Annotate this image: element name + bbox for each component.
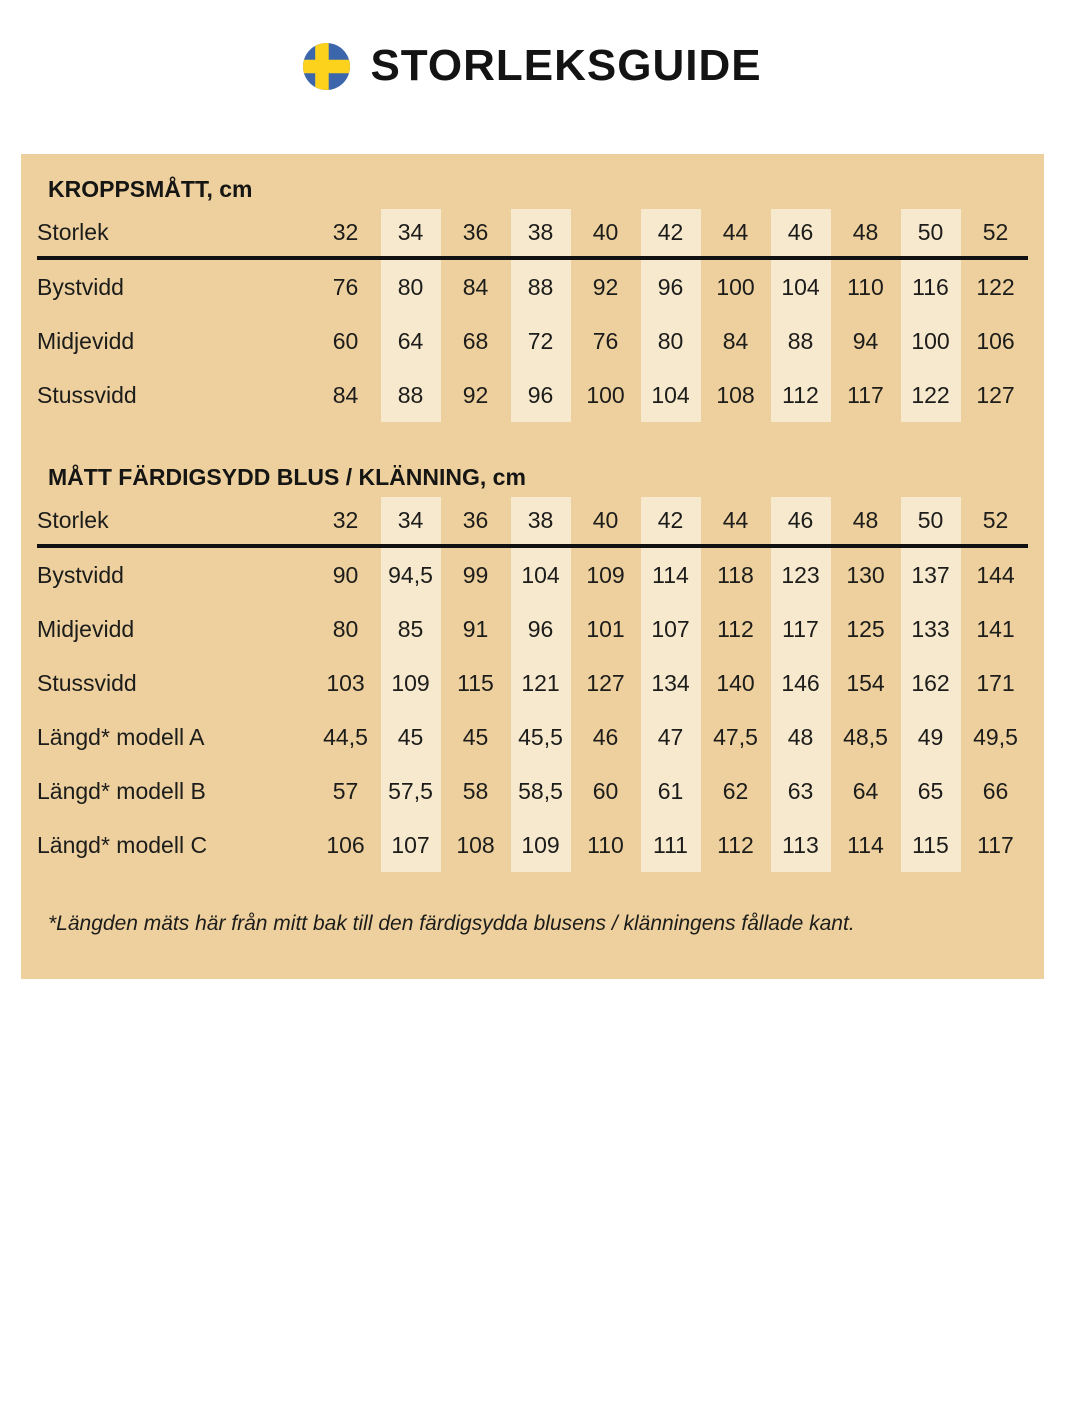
value-cell: 84 <box>722 327 749 354</box>
row-label: Stussvidd <box>37 381 137 408</box>
row-label: Längd* modell B <box>37 777 206 804</box>
value-cell: 100 <box>898 314 963 368</box>
value-cell: 146 <box>768 656 833 710</box>
value-cell: 154 <box>846 669 885 696</box>
value-cell: 91 <box>462 615 489 642</box>
value-cell: 80 <box>332 615 359 642</box>
size-header-cell: 38 <box>508 209 573 258</box>
size-header-label: Storlek <box>37 497 313 546</box>
value-cell: 144 <box>976 561 1015 588</box>
value-cell: 110 <box>847 273 884 300</box>
value-cell: 107 <box>638 602 703 656</box>
value-cell: 112 <box>717 831 754 858</box>
footnote: *Längden mäts här från mitt bak till den färdigsydda blusens / klänningens fållade kant. <box>48 912 855 936</box>
value-cell: 45 <box>378 710 443 764</box>
value-cell: 84 <box>332 381 359 408</box>
value-cell: 114 <box>638 546 703 602</box>
value-cell: 116 <box>898 258 963 314</box>
value-cell: 45,5 <box>508 710 573 764</box>
value-cell: 104 <box>508 546 573 602</box>
value-cell: 115 <box>457 669 494 696</box>
value-cell: 84 <box>462 273 489 300</box>
value-cell: 125 <box>846 615 885 642</box>
size-header-cell: 32 <box>313 209 378 258</box>
value-cell: 58 <box>462 777 489 804</box>
value-cell: 140 <box>716 669 755 696</box>
value-cell: 57 <box>332 777 359 804</box>
value-cell: 60 <box>332 327 359 354</box>
value-cell: 49 <box>898 710 963 764</box>
value-cell: 76 <box>592 327 619 354</box>
size-header-cell: 46 <box>768 209 833 258</box>
value-cell: 88 <box>768 314 833 368</box>
value-cell: 45 <box>462 723 489 750</box>
value-cell: 104 <box>638 368 703 422</box>
table-row <box>37 656 1028 710</box>
size-header-cell: 40 <box>573 209 638 258</box>
value-cell: 96 <box>638 258 703 314</box>
size-header-cell: 42 <box>638 209 703 258</box>
value-cell: 108 <box>716 381 755 408</box>
value-cell: 109 <box>508 818 573 872</box>
table-row <box>37 818 1028 872</box>
row-label: Bystvidd <box>37 273 124 300</box>
value-cell: 88 <box>508 258 573 314</box>
size-guide-panel <box>21 154 1044 979</box>
value-cell: 109 <box>586 561 625 588</box>
row-label: Längd* modell C <box>37 831 208 858</box>
value-cell: 113 <box>768 818 833 872</box>
size-header-cell: 36 <box>443 209 508 258</box>
value-cell: 68 <box>462 327 489 354</box>
value-cell: 48 <box>768 710 833 764</box>
table-row <box>37 368 1028 422</box>
size-header-cell: 48 <box>833 497 898 546</box>
table-row <box>37 764 1028 818</box>
value-cell: 76 <box>332 273 359 300</box>
size-header-cell: 52 <box>963 209 1028 258</box>
value-cell: 103 <box>326 669 365 696</box>
size-header-cell: 36 <box>443 497 508 546</box>
value-cell: 100 <box>716 273 755 300</box>
value-cell: 94 <box>852 327 879 354</box>
value-cell: 64 <box>852 777 879 804</box>
value-cell: 92 <box>592 273 619 300</box>
section-title: KROPPSMÅTT, cm <box>48 176 253 203</box>
value-cell: 64 <box>378 314 443 368</box>
size-header-cell: 38 <box>508 497 573 546</box>
value-cell: 101 <box>586 615 625 642</box>
value-cell: 141 <box>976 615 1015 642</box>
table-row <box>37 258 1028 314</box>
value-cell: 60 <box>592 777 619 804</box>
value-cell: 94,5 <box>378 546 443 602</box>
value-cell: 104 <box>768 258 833 314</box>
row-label: Bystvidd <box>37 561 124 588</box>
table-row <box>37 314 1028 368</box>
value-cell: 127 <box>586 669 625 696</box>
size-header-cell: 46 <box>768 497 833 546</box>
value-cell: 47 <box>638 710 703 764</box>
size-header-cell: 40 <box>573 497 638 546</box>
value-cell: 96 <box>508 602 573 656</box>
value-cell: 96 <box>508 368 573 422</box>
size-header-row <box>37 209 1028 258</box>
value-cell: 171 <box>976 669 1015 696</box>
value-cell: 49,5 <box>973 723 1018 750</box>
row-label: Stussvidd <box>37 669 137 696</box>
size-table <box>37 209 1028 422</box>
size-header-row <box>37 497 1028 546</box>
row-label: Längd* modell A <box>37 723 205 750</box>
value-cell: 127 <box>976 381 1015 408</box>
value-cell: 134 <box>638 656 703 710</box>
value-cell: 123 <box>768 546 833 602</box>
value-cell: 111 <box>638 818 703 872</box>
header <box>0 0 1065 90</box>
value-cell: 106 <box>976 327 1015 354</box>
table-row <box>37 546 1028 602</box>
value-cell: 58,5 <box>508 764 573 818</box>
page-title: STORLEKSGUIDE <box>370 41 762 90</box>
value-cell: 117 <box>977 831 1014 858</box>
value-cell: 47,5 <box>713 723 758 750</box>
size-table <box>37 497 1028 872</box>
size-header-cell: 42 <box>638 497 703 546</box>
value-cell: 137 <box>898 546 963 602</box>
value-cell: 85 <box>378 602 443 656</box>
value-cell: 133 <box>898 602 963 656</box>
value-cell: 118 <box>717 561 754 588</box>
value-cell: 80 <box>378 258 443 314</box>
size-header-cell: 50 <box>898 497 963 546</box>
size-header-cell: 44 <box>703 497 768 546</box>
value-cell: 110 <box>587 831 624 858</box>
swedish-flag-icon <box>303 43 350 90</box>
value-cell: 115 <box>898 818 963 872</box>
row-label: Midjevidd <box>37 615 135 642</box>
value-cell: 162 <box>898 656 963 710</box>
size-header-cell: 48 <box>833 209 898 258</box>
value-cell: 107 <box>378 818 443 872</box>
value-cell: 57,5 <box>378 764 443 818</box>
value-cell: 112 <box>768 368 833 422</box>
value-cell: 114 <box>847 831 884 858</box>
value-cell: 65 <box>898 764 963 818</box>
value-cell: 92 <box>462 381 489 408</box>
table-row <box>37 602 1028 656</box>
value-cell: 117 <box>847 381 884 408</box>
value-cell: 44,5 <box>323 723 368 750</box>
size-header-label: Storlek <box>37 209 313 258</box>
size-header-cell: 32 <box>313 497 378 546</box>
value-cell: 122 <box>898 368 963 422</box>
section-title: MÅTT FÄRDIGSYDD BLUS / KLÄNNING, cm <box>48 464 526 491</box>
value-cell: 66 <box>982 777 1009 804</box>
value-cell: 100 <box>586 381 625 408</box>
value-cell: 122 <box>976 273 1015 300</box>
value-cell: 72 <box>508 314 573 368</box>
value-cell: 62 <box>722 777 749 804</box>
size-header-cell: 44 <box>703 209 768 258</box>
value-cell: 117 <box>768 602 833 656</box>
value-cell: 63 <box>768 764 833 818</box>
row-label: Midjevidd <box>37 327 135 354</box>
tables-container <box>37 176 1028 872</box>
value-cell: 108 <box>456 831 495 858</box>
value-cell: 46 <box>592 723 619 750</box>
value-cell: 109 <box>378 656 443 710</box>
value-cell: 130 <box>846 561 885 588</box>
value-cell: 88 <box>378 368 443 422</box>
size-header-cell: 34 <box>378 497 443 546</box>
value-cell: 90 <box>332 561 359 588</box>
table-row <box>37 710 1028 764</box>
size-header-cell: 52 <box>963 497 1028 546</box>
value-cell: 48,5 <box>843 723 888 750</box>
size-header-cell: 50 <box>898 209 963 258</box>
value-cell: 61 <box>638 764 703 818</box>
value-cell: 121 <box>508 656 573 710</box>
value-cell: 112 <box>717 615 754 642</box>
value-cell: 106 <box>326 831 365 858</box>
value-cell: 99 <box>462 561 489 588</box>
value-cell: 80 <box>638 314 703 368</box>
size-header-cell: 34 <box>378 209 443 258</box>
